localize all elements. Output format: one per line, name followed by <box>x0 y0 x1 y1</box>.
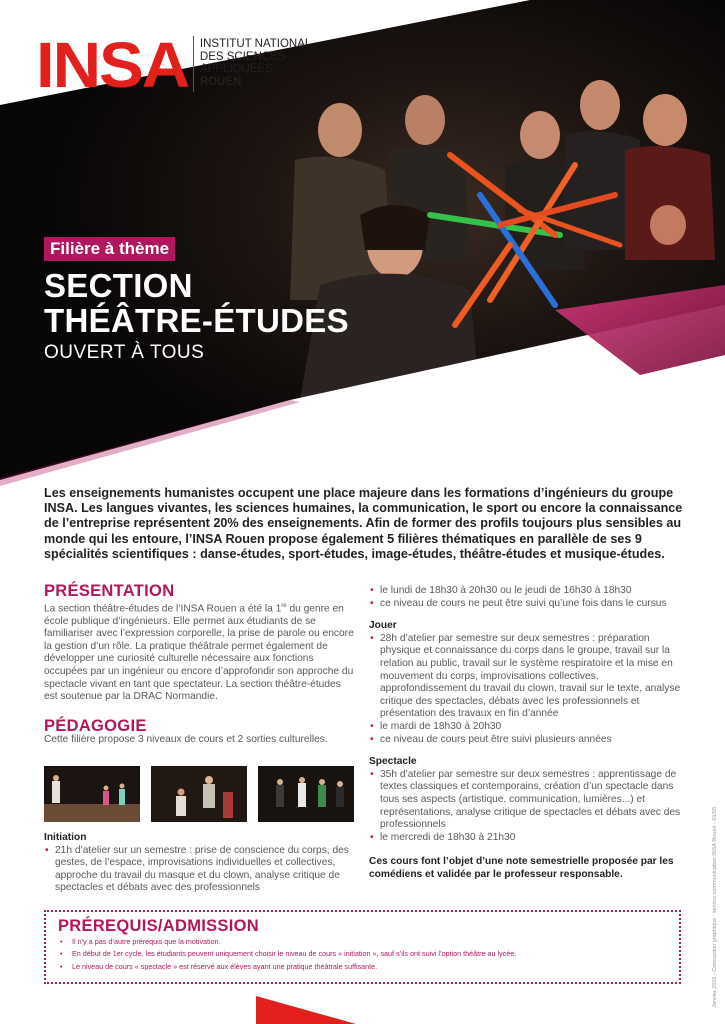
left-column <box>44 582 356 747</box>
presentation-text-end: du genre en école publique d’ingénieurs. Elle permet aux étudiants de se familiariser avec l’expression corporelle, la prise de parole ou encore la gestion d’un rôle. La pratique théâtrale permet également de développer une curiosité culturelle nécessaire aux fonctions occupées par un ingénieur ou encore d’approfondir son approche du spectacle vivant en tant que spectateur. La section théâtre-études est soutenue par la DRAC Normandie. <box>44 602 354 703</box>
list-item: • 28h d’atelier par semestre sur deux semestres : préparation physique et connaissance du corps dans le groupe, travail sur la relation au public, travail sur le système respiratoire et la mise en mouvement du corps, improvisations collectives, approfondissement du travail du clown, travail sur le texte, analyse critique des spectacles, débats avec les professionnels et présentation des travaux en fin d’année <box>380 633 684 721</box>
logo-line-4: ROUEN <box>199 75 242 88</box>
spectacle-title: Spectacle <box>369 756 417 768</box>
bottom-accent <box>256 996 376 1024</box>
pedagogie-heading: PÉDAGOGIE <box>44 716 147 735</box>
logo-institution <box>200 36 311 88</box>
list-item: • le mardi de 18h30 à 20h30 <box>380 721 684 734</box>
presentation-text-start: La section théâtre-études de l’INSA Rouen a été la 1 <box>44 602 282 614</box>
theme-tag: Filière à thème <box>44 237 175 261</box>
presentation-heading: PRÉSENTATION <box>44 582 175 600</box>
stage-photo-3 <box>258 766 354 822</box>
page-subtitle: OUVERT À TOUS <box>44 342 205 363</box>
list-item: • En début de 1er cycle, les étudiants peuvent uniquement choisir le niveau de cours « initiation », sauf s’ils ont suivi l’option théâtre au lycée. <box>72 948 667 960</box>
list-item: • Il n’y a pas d’autre prérequis que la motivation. <box>72 936 667 948</box>
title-line-1: SECTION <box>44 267 193 304</box>
presentation-text <box>44 600 356 704</box>
list-item: • 35h d’atelier par semestre sur deux semestres : apprentissage de textes classiques et contemporains, création d’un spectacle dans tous ses aspects (artistique, communication, lumières...) et représentations, analyse critique de spectacles et débats avec des professionnels <box>380 769 684 832</box>
right-column <box>369 585 684 892</box>
page-title <box>44 268 349 338</box>
jouer-list <box>369 633 684 746</box>
list-item: • le lundi de 18h30 à 20h30 ou le jeudi de 16h30 à 18h30 <box>380 585 684 598</box>
list-item: • ce niveau de cours peut être suivi plusieurs années <box>380 734 684 747</box>
logo-line-1: INSTITUT NATIONAL <box>199 38 312 50</box>
initiation-block <box>44 832 356 895</box>
intro-paragraph: Les enseignements humanistes occupent une place majeure dans les formations d’ingénieurs du groupe INSA. Les langues vivantes, les sciences humaines, la communication, le sport ou encore la connaissance de l’entreprise représentent 20% des enseignements. Afin de former des profils toujours plus sensibles au monde qui les entoure, l’INSA Rouen propose également 5 filières thématiques en parallèle de ses 9 spécialités scientifiques : danse-études, sport-études, image-études, théâtre-études et musique-études. <box>44 486 683 561</box>
prerequis-box <box>44 910 681 984</box>
jouer-title: Jouer <box>369 620 397 632</box>
list-item: • Le niveau de cours « spectacle » est réservé aux élèves ayant une pratique théâtrale suffisante. <box>72 961 667 973</box>
initiation-list <box>44 845 356 895</box>
logo-divider <box>193 36 194 92</box>
prerequis-list <box>58 936 667 973</box>
prerequis-heading: PRÉREQUIS/ADMISSION <box>58 917 259 935</box>
logo-line-3: APPLIQUÉES <box>199 63 273 75</box>
photo-strip <box>44 766 354 822</box>
logo-mark: INSA <box>36 29 189 101</box>
pedagogie-text: Cette filière propose 3 niveaux de cours et 2 sorties culturelles. <box>44 734 328 746</box>
list-item: • ce niveau de cours ne peut être suivi qu’une fois dans le cursus <box>380 598 684 611</box>
logo-line-2: DES SCIENCES <box>199 50 286 63</box>
spectacle-list <box>369 769 684 845</box>
insa-logo <box>36 29 312 101</box>
design-credit: Janvier 2016 - Conception graphique : service communication INSA Rouen - 01/55 <box>712 806 718 1008</box>
stage-photo-1 <box>44 766 140 822</box>
initiation-cont-list <box>369 585 684 610</box>
title-line-2: THÉÂTRE-ÉTUDES <box>44 302 349 339</box>
list-item: • le mercredi de 18h30 à 21h30 <box>380 832 684 845</box>
list-item: • 21h d’atelier sur un semestre : prise de conscience du corps, des gestes, de l’espace, improvisations individuelles et collectives, approche du travail du masque et du clown, analyse critique de spectacles et débats avec des professionnels <box>55 845 356 895</box>
stage-photo-2 <box>151 766 247 822</box>
hero-banner <box>0 0 725 490</box>
initiation-title: Initiation <box>44 832 87 843</box>
presentation-text-sup: re <box>281 602 287 609</box>
evaluation-note: Ces cours font l’objet d’une note semestrielle proposée par les comédiens et validée par le professeur responsable. <box>369 856 674 881</box>
